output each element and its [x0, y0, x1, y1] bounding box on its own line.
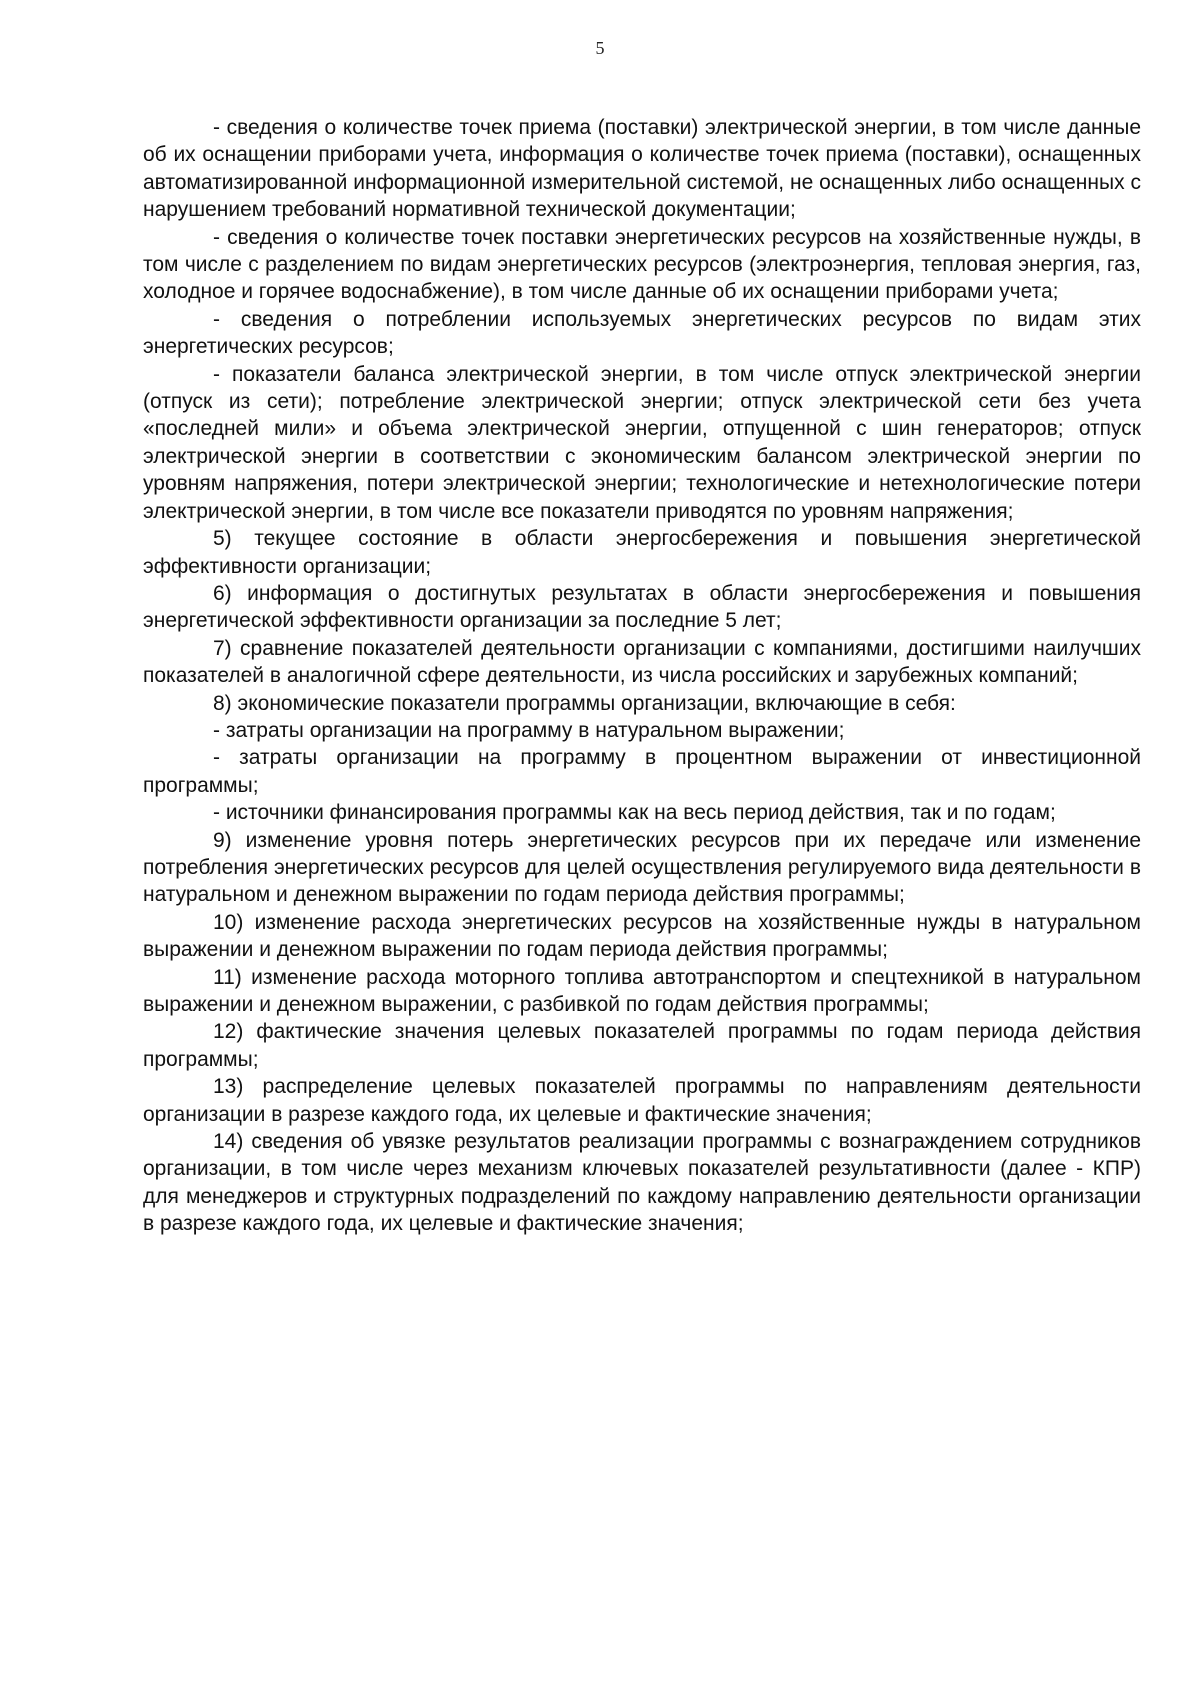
paragraph-consumption: - сведения о потреблении используемых энергетических ресурсов по видам этих энергетических ресурсов; [143, 307, 1141, 359]
paragraph-item-5: 5) текущее состояние в области энергосбережения и повышения энергетической эффективности организации; [143, 527, 1141, 578]
paragraph-item-6: 6) информация о достигнутых результатах в области энергосбережения и повышения энергетической эффективности организации за последние 5 лет; [143, 581, 1141, 633]
paragraph-metering-points: - сведения о количестве точек приема (поставки) электрической энергии, в том числе данные об их оснащении приборами учета, информация о количестве точек приема (поставки), оснащенных автоматизированной информационной измерительной системой, не оснащенных либо оснащенных с нарушением требований нормативной технической документации; [143, 116, 1141, 222]
paragraph-costs-natural: - затраты организации на программу в натуральном выражении; [213, 718, 845, 742]
page-number: 5 [595, 38, 605, 58]
paragraph-costs-percent: - затраты организации на программу в процентном выражении от инвестиционной программы; [143, 746, 1141, 797]
document-body [143, 114, 1141, 1238]
paragraph-supply-points: - сведения о количестве точек поставки энергетических ресурсов на хозяйственные нужды, в том числе с разделением по видам энергетических ресурсов (электроэнергия, тепловая энергия, газ, холодное и горячее водоснабжение), в том числе данные об их оснащении приборами учета; [143, 225, 1141, 304]
paragraph-item-14: 14) сведения об увязке результатов реализации программы с вознаграждением сотрудников организации, в том числе через механизм ключевых показателей результативности (далее - КПР) для менеджеров и структурных подразделений по каждому направлению деятельности организации в разрезе каждого года, их целевые и фактические значения; [143, 1130, 1141, 1236]
paragraph-item-8: 8) экономические показатели программы организации, включающие в себя: [213, 691, 956, 715]
paragraph-item-9: 9) изменение уровня потерь энергетических ресурсов при их передаче или изменение потребления энергетических ресурсов для целей осуществления регулируемого вида деятельности в натуральном и денежном выражении по годам периода действия программы; [143, 828, 1141, 907]
paragraph-item-7: 7) сравнение показателей деятельности организации с компаниями, достигшими наилучших показателей в аналогичной сфере деятельности, из числа российских и зарубежных компаний; [143, 636, 1141, 688]
paragraph-item-12: 12) фактические значения целевых показателей программы по годам периода действия программы; [143, 1020, 1141, 1071]
paragraph-item-10: 10) изменение расхода энергетических ресурсов на хозяйственные нужды в натуральном выражении и денежном выражении по годам периода действия программы; [143, 910, 1141, 962]
paragraph-item-11: 11) изменение расхода моторного топлива автотранспортом и спецтехникой в натуральном выражении и денежном выражении, с разбивкой по годам действия программы; [143, 965, 1141, 1016]
paragraph-funding-sources: - источники финансирования программы как на весь период действия, так и по годам; [213, 801, 1056, 825]
paragraph-item-13: 13) распределение целевых показателей программы по направлениям деятельности организации в разрезе каждого года, их целевые и фактические значения; [143, 1075, 1141, 1126]
paragraph-balance: - показатели баланса электрической энергии, в том числе отпуск электрической энергии (отпуск из сети); потребление электрической энергии; отпуск электрической сети без учета «последней мили» и объема электрической энергии, отпущенной с шин генераторов; отпуск электрической энергии в соответствии с экономическим балансом электрической энергии по уровням напряжения, потери электрической энергии; технологические и нетехнологические потери электрической энергии, в том числе все показатели приводятся по уровням напряжения; [143, 362, 1141, 523]
